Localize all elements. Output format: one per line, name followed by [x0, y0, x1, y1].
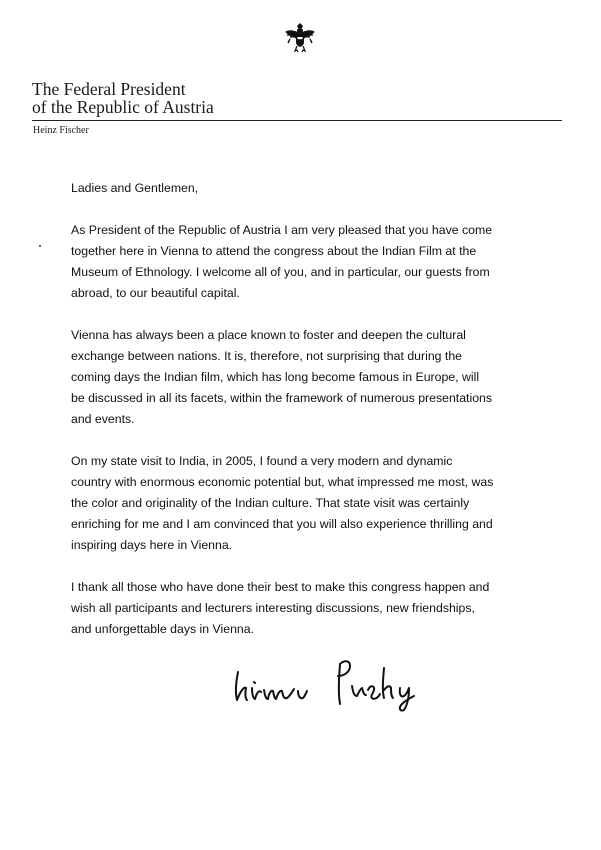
paragraph-line: enriching for me and I am convinced that you will also experience thrilling and: [71, 517, 493, 531]
paragraph-line: wish all participants and lecturers interesting discussions, new friendships,: [71, 601, 475, 615]
paragraph-line: and unforgettable days in Vienna.: [71, 622, 255, 636]
salutation: Ladies and Gentlemen,: [71, 181, 199, 195]
paragraph-line: and events.: [71, 412, 135, 426]
letterhead-title-line1: The Federal President: [32, 79, 186, 99]
paragraph-welcome: [71, 220, 531, 304]
paragraph-vienna: [71, 325, 531, 430]
paragraph-state-visit: [71, 451, 531, 556]
paragraph-line: As President of the Republic of Austria I am very pleased that you have come: [71, 223, 493, 237]
letterhead-title-line2: of the Republic of Austria: [32, 97, 214, 117]
paragraph-line: abroad, to our beautiful capital.: [71, 286, 240, 300]
paragraph-line: Vienna has always been a place known to foster and deepen the cultural: [71, 328, 466, 342]
paragraph-line: the color and originality of the Indian culture. That state visit was certainly: [71, 496, 470, 510]
paragraph-thanks: [71, 577, 531, 640]
letter-body: [71, 178, 531, 661]
letterhead-divider: [32, 120, 562, 121]
paragraph-line: On my state visit to India, in 2005, I found a very modern and dynamic: [71, 454, 453, 468]
paragraph-line: I thank all those who have done their best to make this congress happen and: [71, 580, 490, 594]
scan-speck: [39, 245, 41, 247]
paragraph-line: inspiring days here in Vienna.: [71, 538, 233, 552]
letterhead-title: [32, 80, 214, 116]
paragraph-line: Museum of Ethnology. I welcome all of you, and in particular, our guests from: [71, 265, 490, 279]
austrian-eagle-emblem-icon: [283, 22, 317, 54]
paragraph-line: be discussed in all its facets, within the framework of numerous presentations: [71, 391, 493, 405]
paragraph-line: together here in Vienna to attend the congress about the Indian Film at the: [71, 244, 477, 258]
signatory-name: Heinz Fischer: [33, 125, 89, 136]
paragraph-line: coming days the Indian film, which has long become famous in Europe, will: [71, 370, 480, 384]
paragraph-line: country with enormous economic potential but, what impressed me most, was: [71, 475, 494, 489]
paragraph-line: exchange between nations. It is, therefore, not surprising that during the: [71, 349, 463, 363]
handwritten-signature: [232, 652, 462, 714]
